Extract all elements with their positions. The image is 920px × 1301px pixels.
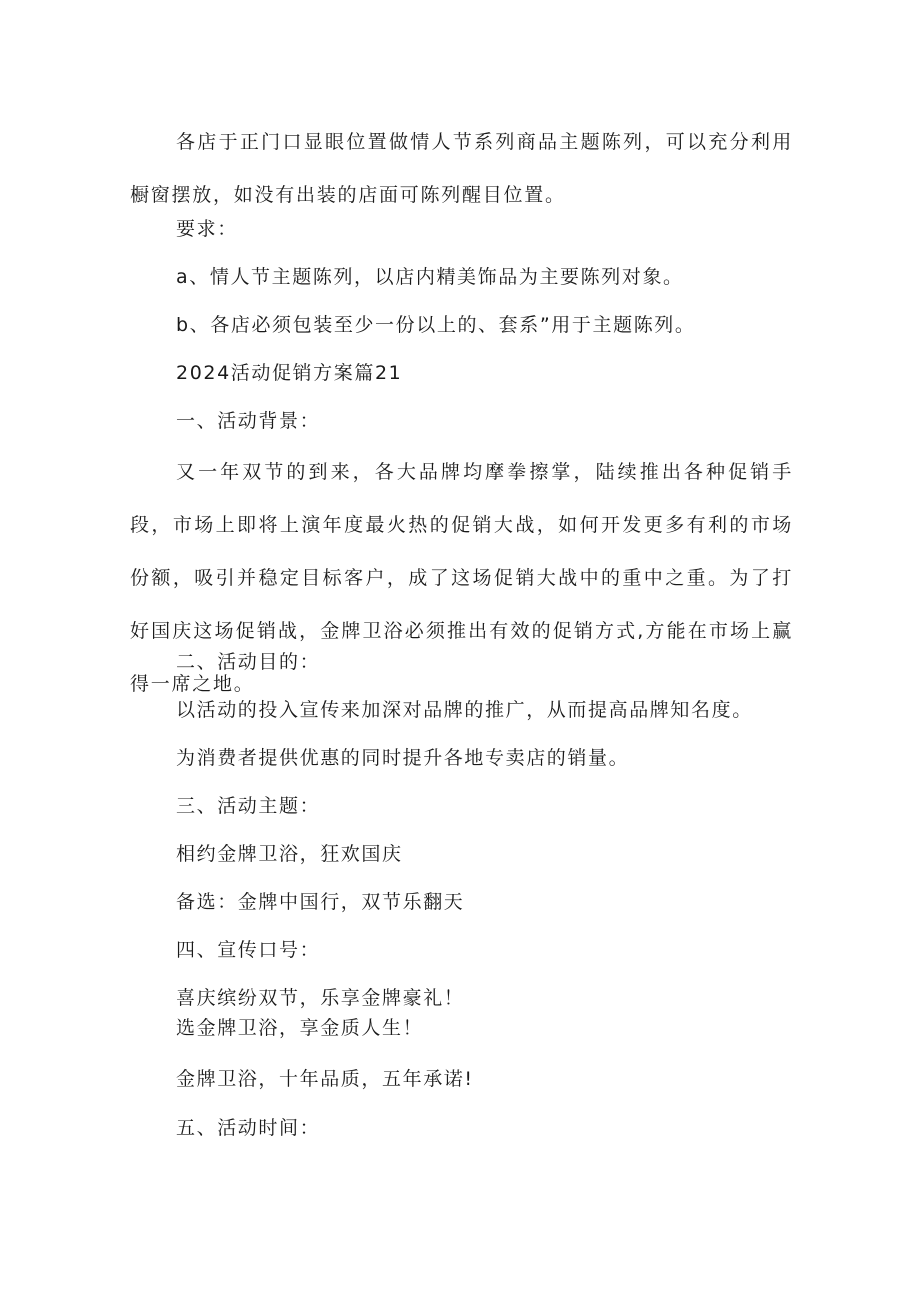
paragraph-theme-alternative: 备选：金牌中国行，双节乐翻天 bbox=[176, 891, 465, 913]
heading-activity-background: 一、活动背景： bbox=[176, 410, 321, 432]
heading-slogans: 四、宣传口号： bbox=[176, 939, 321, 961]
paragraph-requirement-b: b、各店必须包装至少一份以上的、套系”用于主题陈列。 bbox=[176, 314, 696, 336]
paragraph-requirement-a: a、情人节主题陈列，以店内精美饰品为主要陈列对象。 bbox=[176, 266, 684, 288]
heading-activity-time: 五、活动时间： bbox=[176, 1117, 321, 1139]
paragraph-slogan-2: 选金牌卫浴，享金质人生！ bbox=[176, 1017, 424, 1039]
paragraph-purpose-1: 以活动的投入宣传来加深对品牌的推广，从而提高品牌知名度。 bbox=[176, 699, 753, 721]
paragraph-valentine-display: 各店于正门口显眼位置做情人节系列商品主题陈列，可以充分利用橱窗摆放，如没有出装的店面可陈列醒目位置。 bbox=[130, 131, 793, 206]
paragraph-requirements-heading: 要求： bbox=[176, 218, 238, 240]
paragraph-activity-background: 又一年双节的到来，各大品牌均摩拳擦掌，陆续推出各种促销手段，市场上即将上演年度最火热的促销大战，如何开发更多有利的市场份额，吸引并稳定目标客户，成了这场促销大战中的重中之重。为了打好国庆这场促销战，金牌卫浴必须推出有效的促销方式,方能在市场上赢得一席之地。 bbox=[130, 461, 793, 695]
paragraph-slogan-1: 喜庆缤纷双节，乐享金牌豪礼！ bbox=[176, 987, 465, 1009]
heading-activity-theme: 三、活动主题： bbox=[176, 795, 321, 817]
heading-activity-purpose: 二、活动目的： bbox=[176, 651, 321, 673]
paragraph-slogan-3: 金牌卫浴，十年品质，五年承诺! bbox=[176, 1068, 474, 1090]
section-title-2024-plan-21: 2024活动促销方案篇21 bbox=[176, 362, 403, 384]
paragraph-theme-main: 相约金牌卫浴，狂欢国庆 bbox=[176, 843, 403, 865]
paragraph-purpose-2: 为消费者提供优惠的同时提升各地专卖店的销量。 bbox=[176, 747, 630, 769]
